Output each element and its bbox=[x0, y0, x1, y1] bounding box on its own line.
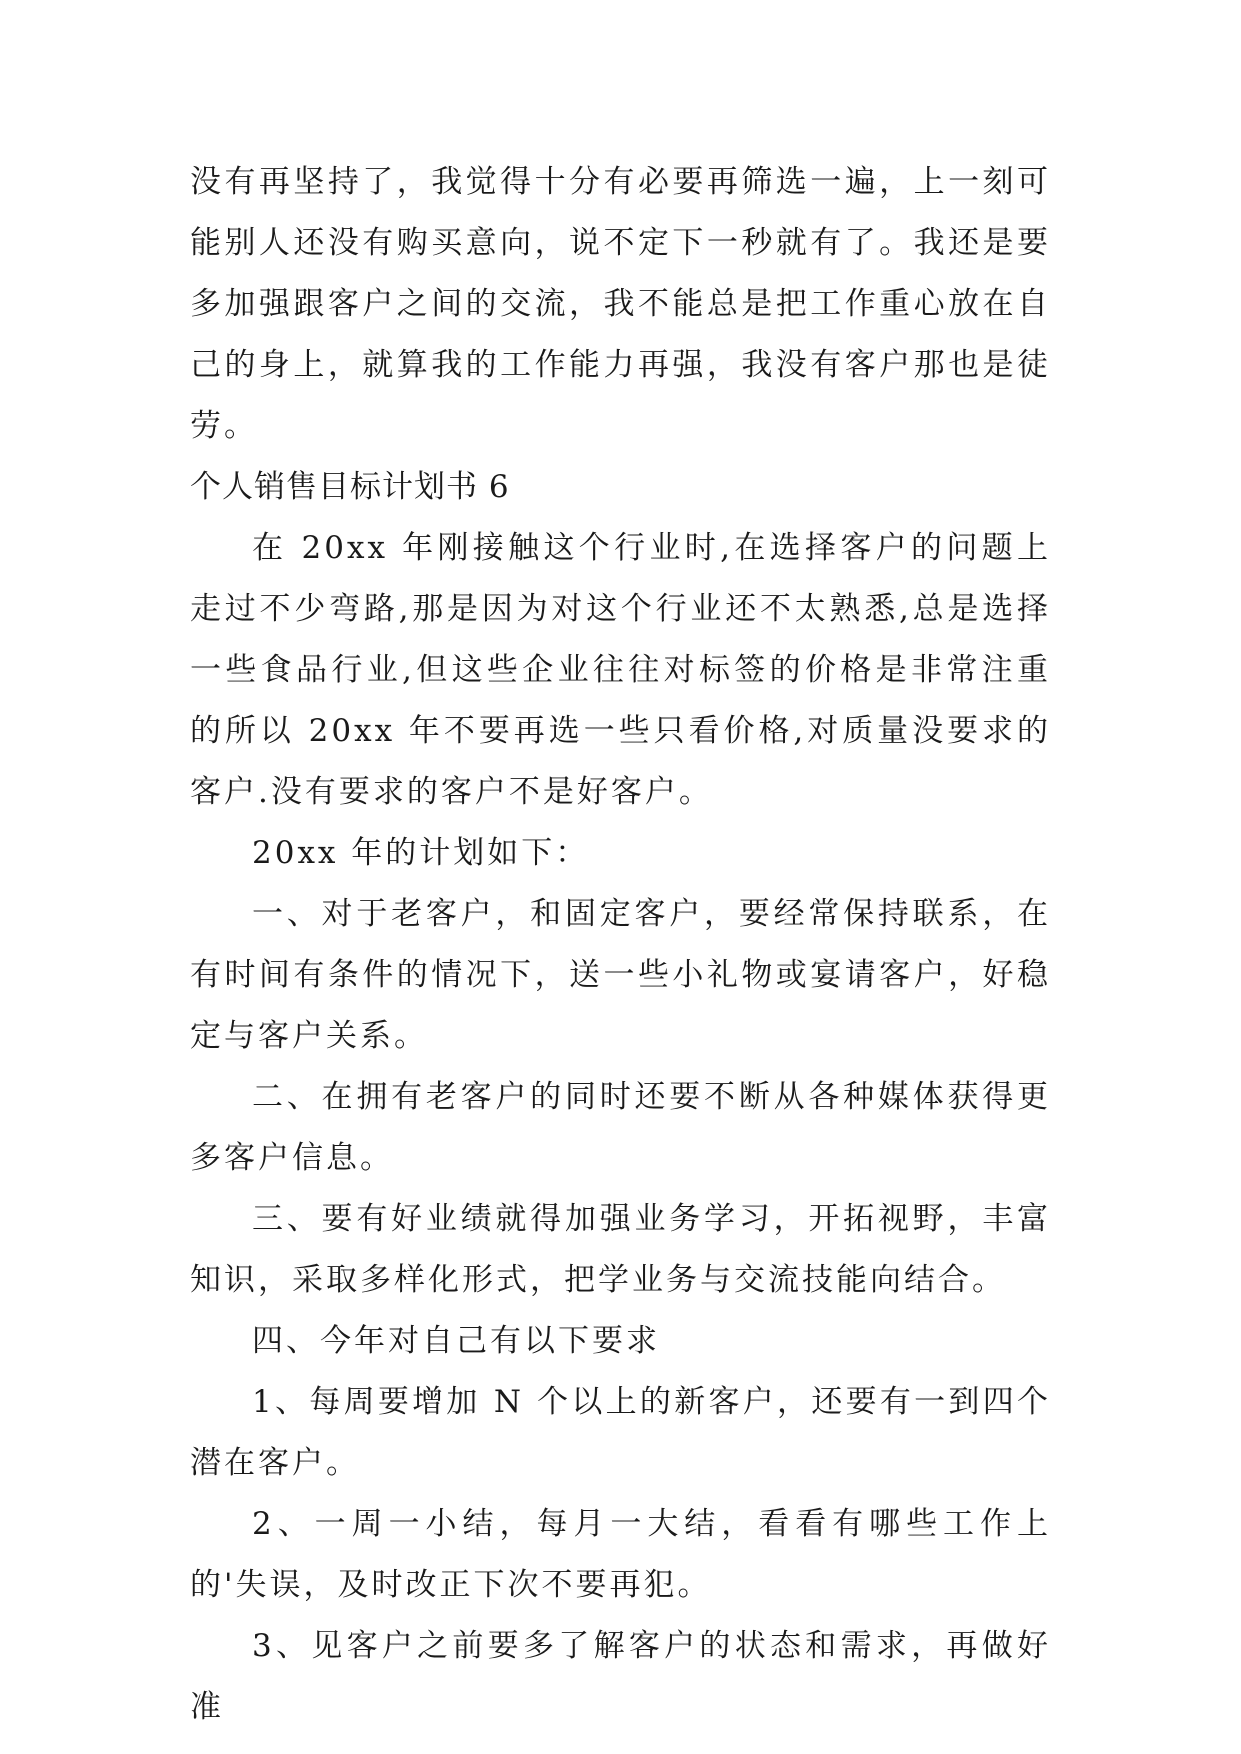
plan-item-3: 三、要有好业绩就得加强业务学习，开拓视野，丰富知识，采取多样化形式，把学业务与交流技能向结合。 bbox=[190, 1201, 1051, 1298]
plan-intro-paragraph: 20xx 年的计划如下： bbox=[252, 835, 590, 871]
plan-item-1: 一、对于老客户，和固定客户，要经常保持联系，在有时间有条件的情况下，送一些小礼物或宴请客户，好稳定与客户关系。 bbox=[190, 896, 1051, 1054]
plan-item-2: 二、在拥有老客户的同时还要不断从各种媒体获得更多客户信息。 bbox=[190, 1079, 1051, 1176]
section-title: 个人销售目标计划书 6 bbox=[190, 469, 510, 505]
requirement-2: 2、一周一小结，每月一大结，看看有哪些工作上的'失误，及时改正下次不要再犯。 bbox=[190, 1506, 1051, 1603]
plan-item-4: 四、今年对自己有以下要求 bbox=[252, 1323, 660, 1359]
requirement-1: 1、每周要增加 N 个以上的新客户，还要有一到四个潜在客户。 bbox=[190, 1384, 1051, 1481]
requirement-3: 3、见客户之前要多了解客户的状态和需求，再做好准 bbox=[190, 1628, 1051, 1725]
intro-paragraph: 在 20xx 年刚接触这个行业时,在选择客户的问题上走过不少弯路,那是因为对这个行业还不太熟悉,总是选择一些食品行业,但这些企业往往对标签的价格是非常注重的所以 20xx 年不要再选一些只看价格,对质量没要求的客户.没有要求的客户不是好客户。 bbox=[190, 530, 1051, 810]
continuation-paragraph: 没有再坚持了，我觉得十分有必要再筛选一遍，上一刻可能别人还没有购买意向，说不定下一秒就有了。我还是要多加强跟客户之间的交流，我不能总是把工作重心放在自己的身上，就算我的工作能力再强，我没有客户那也是徒劳。 bbox=[190, 164, 1051, 444]
